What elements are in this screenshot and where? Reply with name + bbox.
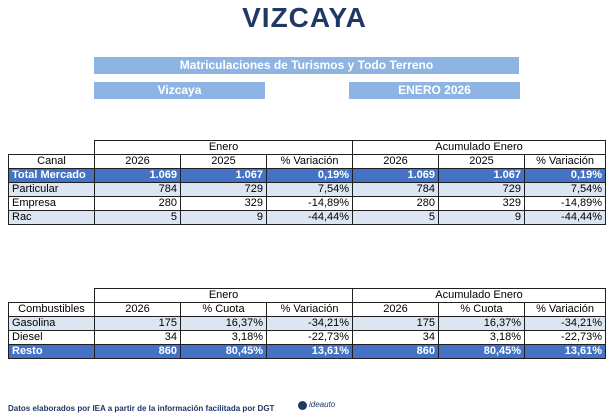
ideauto-logo	[298, 399, 358, 413]
group-header-enero: Enero	[95, 289, 353, 303]
column-header: % Variación	[267, 155, 353, 169]
table-cell: 34	[353, 331, 439, 345]
table-cell: 3,18%	[439, 331, 525, 345]
table-cell: -22,73%	[525, 331, 606, 345]
table-cell: 3,18%	[181, 331, 267, 345]
table-cell: 5	[353, 211, 439, 225]
table-row	[9, 345, 606, 359]
column-header: % Variación	[525, 303, 606, 317]
table-cell: 280	[353, 197, 439, 211]
table-cell: 9	[439, 211, 525, 225]
table-cell: -22,73%	[267, 331, 353, 345]
table-row	[9, 183, 606, 197]
table-cell: 0,19%	[525, 169, 606, 183]
canal-table	[8, 140, 606, 225]
table-cell: 860	[95, 345, 181, 359]
table-cell: -14,89%	[525, 197, 606, 211]
table-cell: 1.069	[95, 169, 181, 183]
table-cell: 16,37%	[181, 317, 267, 331]
group-header-acumulado: Acumulado Enero	[353, 141, 606, 155]
report-banner: Matriculaciones de Turismos y Todo Terreno	[94, 57, 519, 74]
table-cell: -44,44%	[525, 211, 606, 225]
column-header: 2026	[353, 303, 439, 317]
row-label: Diesel	[9, 331, 95, 345]
table-cell: 1.069	[353, 169, 439, 183]
table-cell: 9	[181, 211, 267, 225]
table-cell: 860	[353, 345, 439, 359]
column-header: 2025	[181, 155, 267, 169]
column-header: 2026	[95, 155, 181, 169]
table-cell: 784	[95, 183, 181, 197]
table-cell: 329	[439, 197, 525, 211]
table-cell: 175	[353, 317, 439, 331]
table-cell: 729	[439, 183, 525, 197]
table-row	[9, 331, 606, 345]
table-cell: 7,54%	[267, 183, 353, 197]
column-header: 2025	[439, 155, 525, 169]
table-cell: 784	[353, 183, 439, 197]
column-header: % Cuota	[181, 303, 267, 317]
table-cell: 80,45%	[181, 345, 267, 359]
column-header: 2026	[95, 303, 181, 317]
table-cell: -14,89%	[267, 197, 353, 211]
table-cell: 1.067	[439, 169, 525, 183]
column-header: Canal	[9, 155, 95, 169]
table-cell: 16,37%	[439, 317, 525, 331]
table-cell: -34,21%	[267, 317, 353, 331]
table-cell: 13,61%	[267, 345, 353, 359]
row-label: Rac	[9, 211, 95, 225]
row-label: Resto	[9, 345, 95, 359]
table-row	[9, 169, 606, 183]
logo-text: ideauto	[309, 400, 336, 409]
column-header: % Variación	[267, 303, 353, 317]
logo-mark-icon	[298, 401, 307, 410]
column-header: 2026	[353, 155, 439, 169]
footer-note: Datos elaborados por IEA a partir de la información facilitada por DGT	[8, 404, 275, 413]
region-banner: Vizcaya	[94, 82, 265, 99]
table-cell: 34	[95, 331, 181, 345]
table-row	[9, 317, 606, 331]
page-title: VIZCAYA	[242, 2, 367, 33]
table-cell: 175	[95, 317, 181, 331]
table-cell: 329	[181, 197, 267, 211]
table-cell: -44,44%	[267, 211, 353, 225]
table-cell: 80,45%	[439, 345, 525, 359]
column-header: Combustibles	[9, 303, 95, 317]
table-cell: 1.067	[181, 169, 267, 183]
table-row	[9, 197, 606, 211]
row-label: Particular	[9, 183, 95, 197]
table-cell: 729	[181, 183, 267, 197]
combustibles-table	[8, 288, 606, 359]
table-cell: -34,21%	[525, 317, 606, 331]
table-cell: 0,19%	[267, 169, 353, 183]
table-cell: 5	[95, 211, 181, 225]
group-header-enero: Enero	[95, 141, 353, 155]
table-cell: 280	[95, 197, 181, 211]
column-header: % Variación	[525, 155, 606, 169]
table-row	[9, 211, 606, 225]
group-header-acumulado: Acumulado Enero	[353, 289, 606, 303]
row-label: Empresa	[9, 197, 95, 211]
table-cell: 7,54%	[525, 183, 606, 197]
row-label: Total Mercado	[9, 169, 95, 183]
column-header: % Cuota	[439, 303, 525, 317]
period-banner: ENERO 2026	[349, 82, 520, 99]
row-label: Gasolina	[9, 317, 95, 331]
table-cell: 13,61%	[525, 345, 606, 359]
